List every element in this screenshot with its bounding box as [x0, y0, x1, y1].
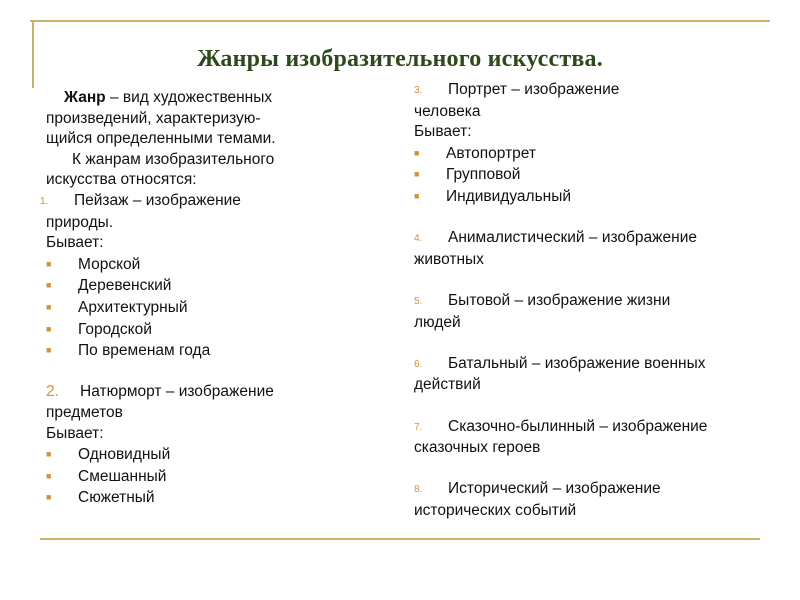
list-item: ■ Архитектурный	[46, 298, 188, 316]
square-bullet-icon: ■	[46, 492, 52, 503]
genre-4-line-1: 4. Анималистический – изображение	[414, 228, 764, 250]
square-bullet-icon: ■	[414, 169, 420, 180]
genre-6-number: 6.	[414, 358, 423, 370]
intro-line-2: произведений, характеризую-	[46, 109, 261, 127]
spacer	[414, 459, 764, 480]
genre-4-number: 4.	[414, 233, 423, 245]
genre-8-line-2: исторических событий	[414, 501, 577, 519]
list-item: ■ По временам года	[46, 342, 211, 360]
list-item: ■ Городской	[46, 320, 152, 338]
genre-3-byvaet: Бывает:	[414, 123, 472, 141]
genre-1-number: 1.	[40, 195, 49, 207]
left-column	[40, 88, 346, 509]
genre-7-line-2: сказочных героев	[414, 439, 541, 457]
square-bullet-icon: ■	[46, 449, 52, 460]
square-bullet-icon: ■	[46, 470, 52, 481]
square-bullet-icon: ■	[46, 323, 52, 334]
square-bullet-icon: ■	[46, 301, 52, 312]
spacer	[414, 396, 764, 417]
spacer	[414, 270, 764, 291]
intro-line-4: К жанрам изобразительного	[72, 150, 275, 168]
genre-5-line-1: 5. Бытовой – изображение жизни	[414, 291, 764, 313]
square-bullet-icon: ■	[414, 190, 420, 201]
list-item: ■ Автопортрет	[414, 144, 536, 162]
intro-line-1	[46, 88, 346, 109]
genre-5-number: 5.	[414, 295, 423, 307]
genre-2-line-2: предметов	[46, 403, 123, 421]
intro-line-3: щийся определенными темами.	[46, 130, 276, 148]
genre-2-number: 2.	[46, 383, 59, 401]
genre-8-line-1: 8. Исторический – изображение	[414, 479, 764, 501]
genre-8-number: 8.	[414, 484, 423, 496]
genre-4-line-2: животных	[414, 250, 484, 268]
slide-title: Жанры изобразительного искусства.	[197, 46, 603, 72]
list-item: ■ Сюжетный	[46, 489, 155, 507]
list-item: ■ Смешанный	[46, 467, 167, 485]
genre-5-line-2: людей	[414, 313, 461, 331]
genre-1-line-2: природы.	[46, 213, 114, 231]
spacer	[414, 333, 764, 354]
genre-2-byvaet: Бывает:	[46, 424, 104, 442]
square-bullet-icon: ■	[414, 147, 420, 158]
list-item: ■ Индивидуальный	[414, 187, 572, 205]
list-item: ■ Одновидный	[46, 446, 171, 464]
square-bullet-icon: ■	[46, 280, 52, 291]
genre-definition: – вид художественных	[105, 89, 273, 106]
genre-7-number: 7.	[414, 421, 423, 433]
top-rule	[30, 20, 770, 22]
spacer	[414, 208, 764, 229]
bottom-rule	[40, 538, 760, 540]
list-item: ■ Морской	[46, 255, 141, 273]
genre-3-number: 3.	[414, 85, 423, 96]
intro-line-5: искусства относятся:	[46, 171, 197, 189]
list-item: ■ Групповой	[414, 166, 521, 184]
square-bullet-icon: ■	[46, 258, 52, 269]
genre-7-line-1: 7. Сказочно-былинный – изображение	[414, 417, 764, 439]
genre-1-byvaet: Бывает:	[46, 234, 104, 252]
genre-3-line-1: 3. Портрет – изображение	[414, 80, 764, 102]
genre-1-line-1: 1. Пейзаж – изображение	[40, 191, 346, 213]
spacer	[46, 362, 346, 383]
right-column	[414, 80, 764, 521]
list-item: ■ Деревенский	[46, 277, 172, 295]
genre-6-line-2: действий	[414, 376, 481, 394]
square-bullet-icon: ■	[46, 345, 52, 356]
genre-6-line-1: 6. Батальный – изображение военных	[414, 354, 764, 376]
genre-2-line-1: 2. Натюрморт – изображение	[46, 382, 346, 403]
genre-term: Жанр	[64, 89, 106, 106]
genre-3-line-2: человека	[414, 102, 481, 120]
